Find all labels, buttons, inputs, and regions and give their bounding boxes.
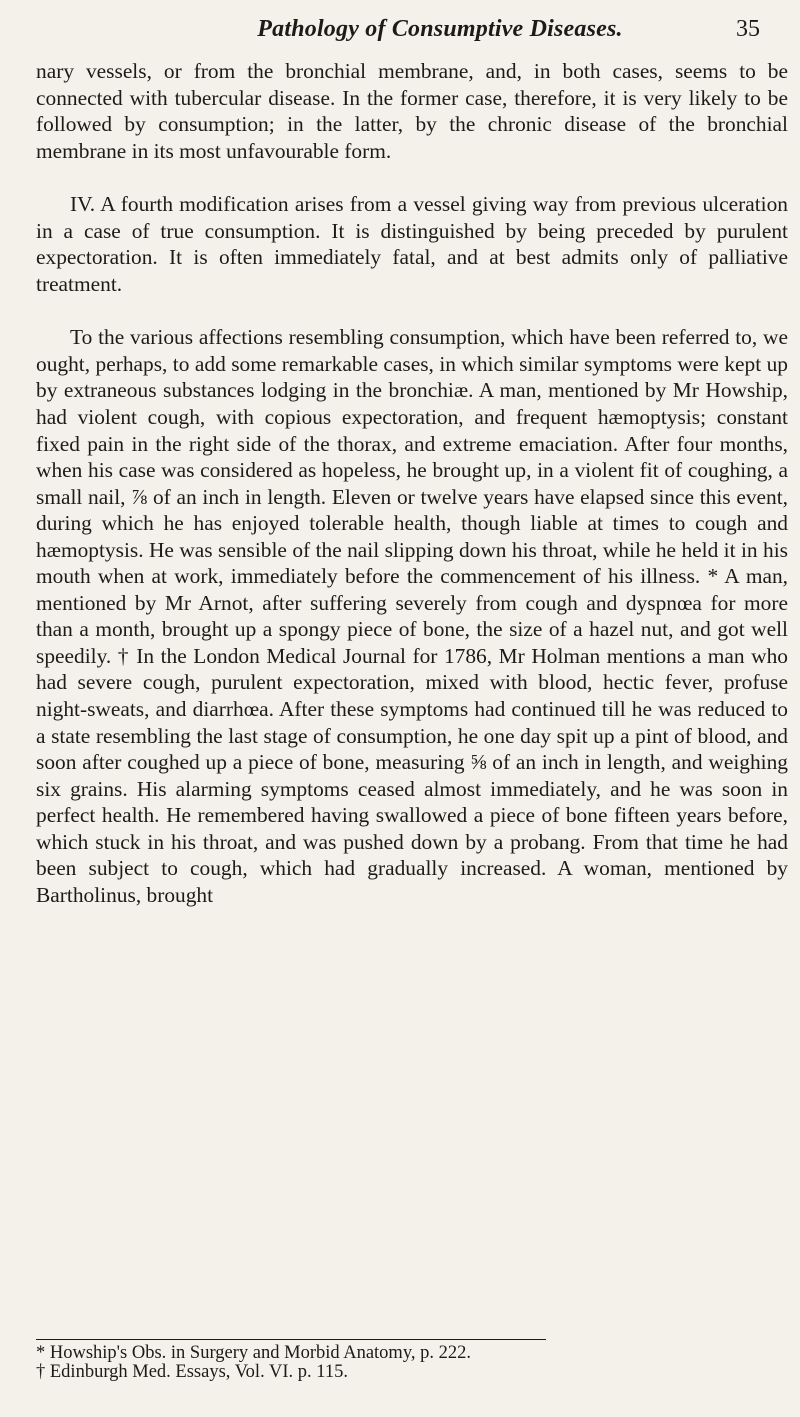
body-text — [36, 58, 788, 908]
running-title: Pathology of Consumptive Diseases. — [257, 16, 623, 42]
paragraph-continuation: nary vessels, or from the bronchial membrane, and, in both cases, seems to be connected with tubercular disease. In the former case, therefore, it is very likely to be followed by consumption; in the latter, by the chronic disease of the bronchial membrane in its most unfavourable form. — [36, 59, 788, 163]
footnote-howship: * Howship's Obs. in Surgery and Morbid Anatomy, p. 222. — [36, 1343, 471, 1363]
footnote-rule — [36, 1339, 546, 1340]
footnote-edinburgh: † Edinburgh Med. Essays, Vol. VI. p. 115. — [36, 1362, 348, 1382]
paragraph-fourth-modification: IV. A fourth modification arises from a vessel giving way from previous ulceration in a case of true consumption. It is distinguished by being preceded by purulent expectoration. It is often immediately fatal, and at best admits only of palliative treatment. — [36, 192, 788, 296]
running-head — [120, 10, 760, 50]
paragraph-extraneous-substances: To the various affections resembling consumption, which have been referred to, we ought, perhaps, to add some remarkable cases, in which similar symptoms were kept up by extraneous substances lodging in the bronchiæ. A man, mentioned by Mr Howship, had violent cough, with copious expectoration, and frequent hæmoptysis; constant fixed pain in the right side of the thorax, and extreme emaciation. After four months, when his case was considered as hopeless, he brought up, in a violent fit of coughing, a small nail, ⅞ of an inch in length. Eleven or twelve years have elapsed since this event, during which he has enjoyed tolerable health, though liable at times to cough and hæmoptysis. He was sensible of the nail slipping down his throat, while he held it in his mouth when at work, immediately before the commencement of his illness. * A man, mentioned by Mr Arnot, after suffering severely from cough and dyspnœa for more than a month, brought up a spongy piece of bone, the size of a hazel nut, and got well speedily. † In the London Medical Journal for 1786, Mr Holman mentions a man who had severe cough, purulent expectoration, mixed with blood, hectic fever, profuse night-sweats, and diarrhœa. After these symptoms had continued till he was reduced to a state resembling the last stage of consumption, he one day spit up a pint of blood, and soon after coughed up a piece of bone, measuring ⅝ of an inch in length, and weighing six grains. His alarming symptoms ceased almost immediately, and he was soon in perfect health. He remembered having swallowed a piece of bone fifteen years before, which stuck in his throat, and was pushed down by a probang. From that time he had been subject to cough, which had gradually increased. A woman, mentioned by Bartholinus, brought — [36, 325, 788, 907]
page-number: 35 — [736, 16, 760, 42]
footnotes — [36, 1344, 788, 1382]
